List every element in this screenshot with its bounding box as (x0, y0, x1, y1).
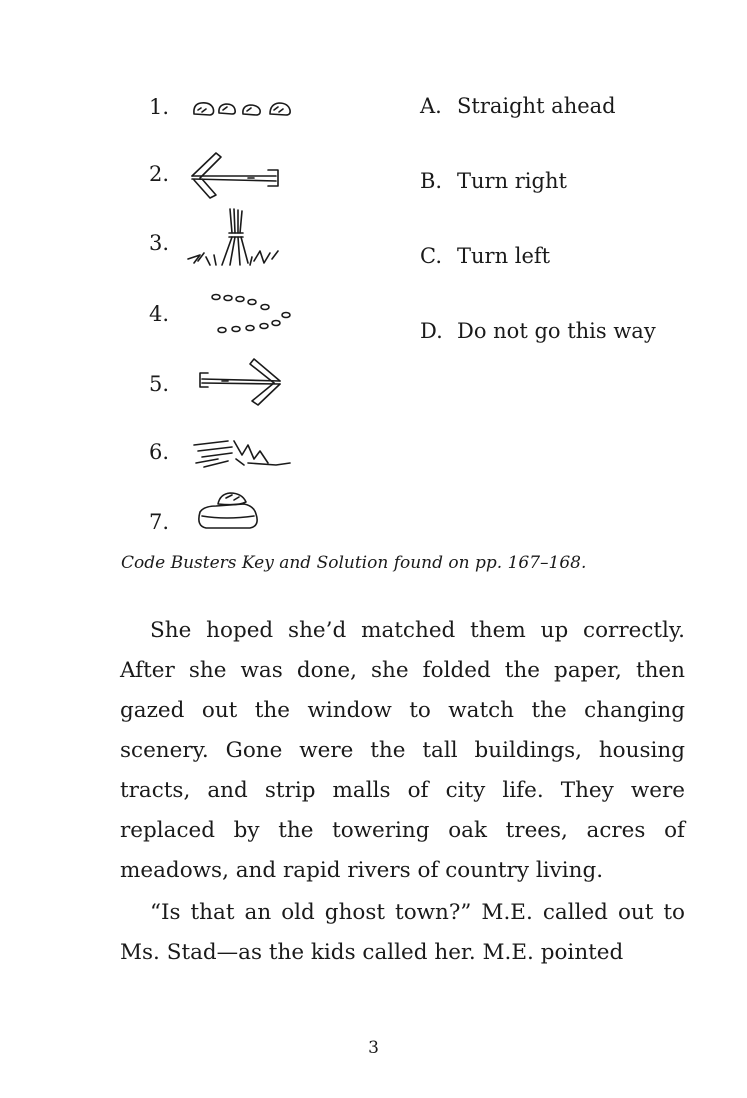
symbol-number-1: 1. (149, 95, 170, 119)
pebble-trail-turn-icon (188, 287, 298, 337)
caption: Code Busters Key and Solution found on pp. 167–168. (121, 553, 587, 573)
answer-letter: B. (420, 169, 443, 193)
answer-letter: D. (420, 319, 443, 343)
answer-letter: A. (420, 94, 442, 118)
answer-letter: C. (420, 244, 442, 268)
rock-on-rock-icon (188, 490, 268, 534)
symbol-number-2: 2. (149, 162, 170, 186)
answer-text: Turn left (457, 244, 551, 268)
paragraph-2: “Is that an old ghost town?” M.E. called out to Ms. Stad—as the kids called her. M.E. pointed (120, 900, 685, 965)
symbol-number-5: 5. (149, 372, 170, 396)
symbol-number-6: 6. (149, 440, 170, 464)
stick-arrow-right-icon (188, 355, 288, 415)
tied-grass-bundle-icon (188, 207, 288, 269)
answer-text: Turn right (457, 169, 567, 193)
stick-arrow-left-icon (188, 148, 288, 208)
four-rocks-in-row-icon (188, 98, 298, 120)
answer-text: Straight ahead (457, 94, 616, 118)
symbol-number-7: 7. (149, 510, 170, 534)
answer-b (420, 168, 567, 194)
answer-c (420, 243, 550, 269)
answer-a (420, 93, 616, 119)
answer-d (420, 318, 656, 344)
symbol-number-4: 4. (149, 302, 170, 326)
page-number: 3 (368, 1038, 379, 1058)
grass-knot-bent-icon (188, 433, 298, 473)
symbol-number-3: 3. (149, 231, 170, 255)
paragraph-1: She hoped she’d matched them up correctly. After she was done, she folded the paper, then gazed out the window to watch the changing scenery. Gone were the tall buildings, housing tracts, and strip malls of city life. They were replaced by the towering oak trees, acres of meadows, and rapid rivers of country living. (120, 618, 685, 883)
answer-text: Do not go this way (457, 319, 656, 343)
